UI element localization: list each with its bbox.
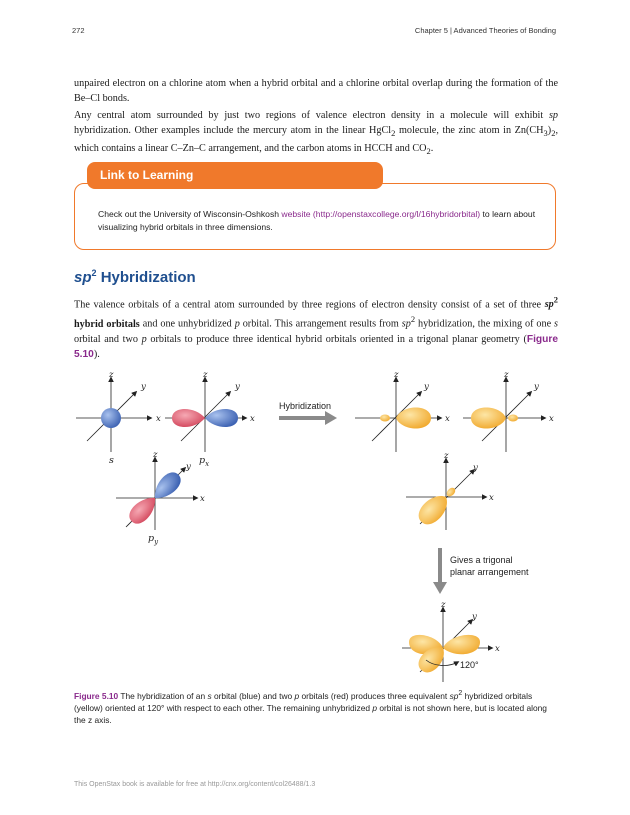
h2-z-axis-label: z (504, 370, 509, 380)
figure-5-10-link[interactable]: Figure 5.10 (74, 333, 558, 360)
hybrid-orbital-minus-x-diagram (463, 370, 554, 452)
section-heading: $sp^2$ Hybridization (74, 268, 196, 286)
paragraph-3: The valence orbitals of a central atom surrounded by three regions of electron density consist of a set of three $sp^2$ hybrid orbitals and one unhybridized p orbital. This arrangement results from $sp^2$ hybridization, the mixing of one s orbital and two p orbitals to produce three identical hybrid orbitals oriented in a trigonal planar geometry (Figure 5.10). (74, 295, 558, 360)
h3-x-axis-label: x (489, 493, 494, 503)
angle-label: 120° (460, 660, 479, 670)
chapter-header: Chapter 5 | Advanced Theories of Bonding (414, 26, 556, 35)
h2-x-axis-label: x (549, 414, 554, 424)
s-z-axis-label: z (109, 370, 114, 380)
h3-y-axis-label: y (473, 463, 478, 473)
py-y-axis-label: y (186, 462, 191, 472)
py-x-axis-label: x (200, 494, 205, 504)
h1-x-axis-label: x (445, 414, 450, 424)
link-to-learning-text: Check out the University of Wisconsin-Oshkosh website (http://openstaxcollege.org/l/16hybridorbital) to learn about visualizing hybrid orbitals in three dimensions. (98, 209, 536, 232)
s-orbital-diagram (76, 370, 161, 466)
h3-z-axis-label: z (444, 451, 449, 461)
py-orbital-diagram (116, 450, 205, 546)
px-y-axis-label: y (235, 382, 240, 392)
tp-x-axis-label: x (495, 644, 500, 654)
footer: This OpenStax book is available for free at http://cnx.org/content/col26488/1.3 (74, 781, 316, 788)
trigonal-arrow (433, 548, 529, 594)
s-x-axis-label: x (156, 414, 161, 424)
h1-y-axis-label: y (424, 382, 429, 392)
page-number: 272 (72, 26, 85, 35)
py-z-axis-label: z (153, 450, 158, 460)
tp-z-axis-label: z (441, 600, 446, 610)
hybrid-orbital-link[interactable]: website (http://openstaxcollege.org/l/16hybridorbital) (281, 209, 481, 219)
trigonal-label-2: planar arrangement (450, 567, 529, 577)
hybridization-label: Hybridization (279, 401, 332, 411)
paragraph-2: Any central atom surrounded by just two regions of valence electron density in a molecule will exhibit sp hybridization. Other examples include the mercury atom in the linear HgCl$_2$ molecule, the zinc atom in $Zn(CH_3)_2$, which contains a linear C–Zn–C arrangement, and the carbon atoms in HCCH and $CO_2$. (74, 110, 558, 157)
figure-caption: Figure 5.10 The hybridization of an s orbital (blue) and two p orbitals (red) produces three equivalent $sp^2$ hybridized orbitals (yellow) oriented at 120° with respect to each other. The remaining unhybridized p orbital is not shown here, but is located along the z axis. (74, 690, 547, 725)
hybrid-orbital-x-diagram (355, 370, 450, 452)
trigonal-label-1: Gives a trigonal (450, 555, 513, 565)
link-to-learning-title: Link to Learning (87, 162, 383, 189)
s-orbital-label: s (109, 455, 114, 466)
px-z-axis-label: z (203, 370, 208, 380)
px-orbital-label: $p_x$ (199, 455, 210, 468)
px-x-axis-label: x (250, 414, 255, 424)
tp-y-axis-label: y (472, 612, 477, 622)
hybrid-orbital-minus-y-diagram (406, 451, 494, 530)
py-orbital-label: $p_y$ (148, 533, 159, 546)
hybridization-arrow (279, 401, 337, 425)
s-y-axis-label: y (141, 382, 146, 392)
h2-y-axis-label: y (534, 382, 539, 392)
px-orbital-diagram (165, 370, 255, 468)
paragraph-1: unpaired electron on a chlorine atom when a hybrid orbital and a chlorine orbital overlap during the formation of the Be–Cl bonds. (74, 78, 558, 104)
hybridization-figure (0, 355, 630, 685)
h1-z-axis-label: z (394, 370, 399, 380)
trigonal-planar-diagram (402, 600, 500, 682)
